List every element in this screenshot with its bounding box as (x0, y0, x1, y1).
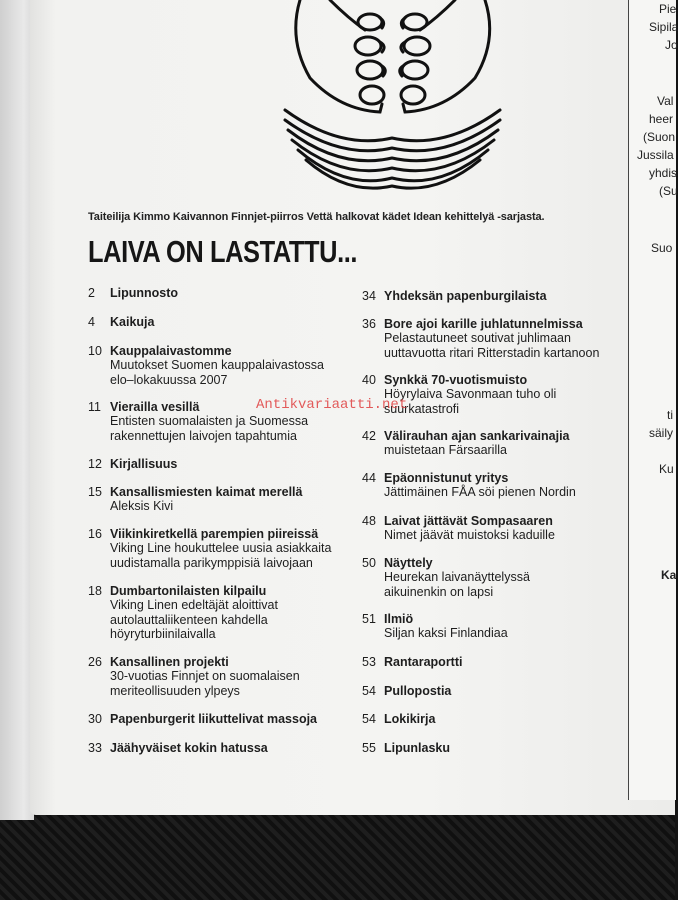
toc-description: uuttavuotta ritari Ritterstadin kartanoon (384, 345, 600, 360)
facing-page-text: heer (649, 112, 674, 126)
toc-description: meriteollisuuden ylpeys (110, 683, 240, 698)
toc-page-number: 54 (362, 684, 376, 698)
watermark: Antikvariaatti.net (256, 397, 408, 413)
toc-heading: Yhdeksän papenburgilaista (384, 289, 547, 303)
facing-page-text: Jussila (637, 148, 674, 162)
facing-page-text: Jo (665, 38, 678, 52)
toc-heading: Rantaraportti (384, 655, 463, 669)
facing-page-text: Ku (659, 462, 674, 476)
facing-page-text: Suo (651, 241, 673, 255)
toc-heading: Ilmiö (384, 612, 414, 626)
toc-page-number: 30 (88, 712, 102, 726)
toc-description: Viking Line houkuttelee uusia asiakkaita (110, 541, 332, 556)
facing-page-text: Val (657, 94, 674, 108)
toc-heading: Kansallinen projekti (110, 655, 229, 669)
page-title: LAIVA ON LASTATTU... (88, 234, 358, 269)
toc-page-number: 34 (362, 289, 376, 303)
toc-heading: Vierailla vesillä (110, 400, 200, 414)
toc-heading: Epäonnistunut yritys (384, 471, 509, 485)
hands-ship-illustration (230, 0, 555, 200)
toc-description: Siljan kaksi Finlandiaa (384, 626, 508, 641)
toc-heading: Synkkä 70-vuotismuisto (384, 373, 528, 387)
toc-heading: Kansallismiesten kaimat merellä (110, 485, 303, 499)
toc-description: Muutokset Suomen kauppalaivastossa (110, 358, 325, 373)
toc-page-number: 16 (88, 527, 102, 541)
toc-description: Entisten suomalaisten ja Suomessa (110, 414, 309, 429)
toc-description: Viking Linen edeltäjät aloittivat (110, 598, 278, 613)
toc-heading: Bore ajoi karille juhlatunnelmissa (384, 317, 583, 331)
toc-description: aikuinenkin on lapsi (384, 584, 494, 599)
facing-page-text: ti (667, 408, 673, 422)
toc-page-number: 48 (362, 514, 376, 528)
toc-page-number: 44 (362, 471, 376, 485)
facing-page-strip (628, 0, 676, 800)
toc-heading: Välirauhan ajan sankarivainajia (384, 429, 570, 443)
toc-description: Höyrylaiva Savonmaan tuho oli (384, 387, 557, 402)
toc-page-number: 42 (362, 429, 376, 443)
toc-page-number: 4 (88, 315, 95, 329)
illustration-caption: Taiteilija Kimmo Kaivannon Finnjet-piirros Vettä halkovat kädet Idean kehittelyä -sarjasta. (88, 211, 545, 223)
toc-description: Pelastautuneet soutivat juhlimaan (384, 331, 571, 346)
toc-description: elo–lokakuussa 2007 (110, 372, 228, 387)
toc-heading: Viikinkiretkellä parempien piireissä (110, 527, 319, 541)
toc-page-number: 50 (362, 556, 376, 570)
toc-page-number: 11 (88, 400, 101, 414)
toc-heading: Kaikuja (110, 315, 155, 329)
toc-heading: Lokikirja (384, 712, 436, 726)
desk-surface (0, 812, 675, 900)
facing-page-text: Pie (659, 2, 677, 16)
toc-page-number: 15 (88, 485, 102, 499)
toc-heading: Pullopostia (384, 684, 452, 698)
toc-page-number: 33 (88, 741, 102, 755)
toc-page-number: 12 (88, 457, 102, 471)
toc-page-number: 18 (88, 584, 102, 598)
toc-heading: Kirjallisuus (110, 457, 178, 471)
toc-heading: Dumbartonilaisten kilpailu (110, 584, 267, 598)
facing-page-text: Sipila (649, 20, 678, 34)
toc-page-number: 10 (88, 344, 102, 358)
toc-page-number: 51 (362, 612, 376, 626)
toc-heading: Kauppalaivastomme (110, 344, 232, 358)
previous-page-edge (0, 0, 34, 820)
toc-description: uudistamalla parikymppisiä laivojaan (110, 555, 313, 570)
facing-page-text: yhdis (649, 166, 678, 180)
toc-heading: Papenburgerit liikuttelivat massoja (110, 712, 318, 726)
toc-description: muistetaan Färsaarilla (384, 443, 507, 458)
toc-description: suurkatastrofi (384, 401, 460, 416)
toc-page-number: 26 (88, 655, 102, 669)
toc-heading: Lipunlasku (384, 741, 450, 755)
toc-page-number: 2 (88, 286, 95, 300)
toc-page-number: 54 (362, 712, 376, 726)
toc-heading: Lipunnosto (110, 286, 179, 300)
facing-page-text: (Suon (643, 130, 676, 144)
toc-page-number: 40 (362, 373, 376, 387)
toc-page-number: 36 (362, 317, 376, 331)
toc-description: höyryturbiinilaivalla (110, 626, 216, 641)
toc-description: Heurekan laivanäyttelyssä (384, 570, 530, 585)
toc-description: rakennettujen laivojen tapahtumia (110, 428, 297, 443)
toc-heading: Laivat jättävät Sompasaaren (384, 514, 553, 528)
toc-page-number: 53 (362, 655, 376, 669)
toc-description: Nimet jäävät muistoksi kaduille (384, 528, 555, 543)
toc-description: Aleksis Kivi (110, 499, 174, 514)
toc-heading: Näyttely (384, 556, 433, 570)
toc-heading: Jäähyväiset kokin hatussa (110, 741, 268, 755)
toc-page-number: 55 (362, 741, 376, 755)
toc-description: autolauttaliikenteen kahdella (110, 612, 268, 627)
facing-page-text: säily (649, 426, 674, 440)
facing-page-text: Ka (661, 568, 677, 582)
toc-description: 30-vuotias Finnjet on suomalaisen (110, 669, 300, 684)
facing-page-text: (Su (659, 184, 678, 198)
toc-description: Jättimäinen FÅA söi pienen Nordin (384, 485, 576, 500)
